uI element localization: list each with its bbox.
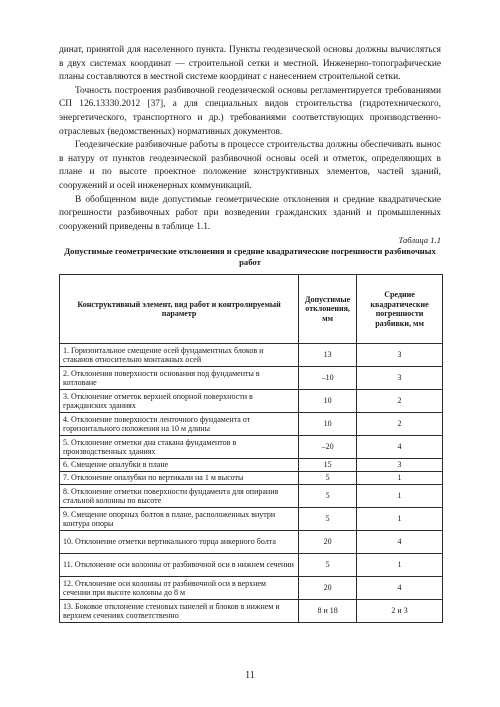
row-description: 4. Отклонение поверхности ленточного фундамента от горизонтального положения на 10 м длины [60, 413, 299, 436]
header-deviation: Допустимые отклонения, мм [299, 275, 357, 344]
row-deviation: –20 [299, 436, 357, 459]
row-description: 8. Отклонение отметки поверхности фундамента для опирания стальной колонны по высоте [60, 485, 299, 508]
row-deviation: 15 [299, 459, 357, 472]
row-description: 5. Отклонение отметки дна стакана фундаментов в производственных зданиях [60, 436, 299, 459]
table-row [60, 577, 443, 600]
row-error: 1 [357, 508, 443, 531]
row-error: 1 [357, 554, 443, 577]
row-error: 4 [357, 436, 443, 459]
row-deviation: 5 [299, 485, 357, 508]
row-deviation: 5 [299, 508, 357, 531]
table-header-row [60, 275, 443, 344]
paragraph: динат, принятой для населенного пункта. Пункты геодезической основы должны вычисляться в двух системах координат — строительной сетки и местной. Инженерно-топографические планы составляются в местной системе координат с нанесением строительной сетки. [59, 45, 441, 83]
table-row [60, 459, 443, 472]
row-error: 4 [357, 577, 443, 600]
row-description: 11. Отклонение оси колонны от разбивочной оси в нижнем сечении [60, 554, 299, 577]
table-row [60, 367, 443, 390]
paragraph: Геодезические разбивочные работы в процессе строительства должны обеспечивать вынос в натуру от пунктов геодезической разбивочной основы осей и отметок, определяющих в плане и по высоте проектное положение конструктивных элементов, частей зданий, сооружений и осей инженерных коммуникаций. [59, 140, 441, 191]
row-deviation: –10 [299, 367, 357, 390]
paragraph: В обобщенном виде допустимые геометрические отклонения и средние квадратические погрешности разбивочных работ при возведении гражданских зданий и промышленных сооружений приведены в таблице 1.1. [59, 194, 441, 232]
table-row [60, 472, 443, 485]
tolerance-table [59, 274, 443, 623]
row-description: 9. Смещение опорных болтов в плане, расположенных внутри контура опоры [60, 508, 299, 531]
row-description: 7. Отклонение опалубки по вертикали на 1 м высоты [60, 472, 299, 485]
row-deviation: 20 [299, 577, 357, 600]
header-error: Средние квадратические погрешности разбивки, мм [357, 275, 443, 344]
row-description: 10. Отклонение отметки вертикального торца анкерного болта [60, 531, 299, 554]
table-row [60, 600, 443, 623]
page-number: 11 [245, 670, 255, 681]
body-text [59, 44, 441, 234]
row-deviation: 8 и 18 [299, 600, 357, 623]
row-description: 1. Горизонтальное смещение осей фундаментных блоков и стаканов относительно монтажных осей [60, 344, 299, 367]
row-description: 3. Отклонение отметок верхней опорной поверхности в гражданских зданиях [60, 390, 299, 413]
row-deviation: 10 [299, 390, 357, 413]
row-error: 2 [357, 413, 443, 436]
table-row [60, 485, 443, 508]
table-title: Допустимые геометрические отклонения и средние квадратические погрешности разбивочных работ [64, 246, 436, 267]
header-element: Конструктивный элемент, вид работ и контролируемый параметр [60, 275, 299, 344]
row-error: 1 [357, 472, 443, 485]
table-row [60, 554, 443, 577]
table-row [60, 390, 443, 413]
row-deviation: 20 [299, 531, 357, 554]
row-description: 13. Боковое отклонение стеновых панелей и блоков в нижнем и верхнем сечениях соответственно [60, 600, 299, 623]
document-page [59, 44, 441, 623]
row-description: 2. Отклонения поверхности основания под фундаменты в котловане [60, 367, 299, 390]
row-deviation: 5 [299, 554, 357, 577]
table-row [60, 344, 443, 367]
row-error: 4 [357, 531, 443, 554]
row-deviation: 5 [299, 472, 357, 485]
row-error: 3 [357, 367, 443, 390]
row-error: 2 и 3 [357, 600, 443, 623]
table-row [60, 531, 443, 554]
row-error: 3 [357, 459, 443, 472]
row-description: 12. Отклонение оси колонны от разбивочной оси в верхнем сечении при высоте колонны до 8 м [60, 577, 299, 600]
table-caption: Таблица 1.1 [398, 235, 441, 246]
table-row [60, 508, 443, 531]
row-error: 1 [357, 485, 443, 508]
row-description: 6. Смещение опалубки в плане [60, 459, 299, 472]
row-deviation: 13 [299, 344, 357, 367]
table-row [60, 436, 443, 459]
row-deviation: 10 [299, 413, 357, 436]
table-row [60, 413, 443, 436]
row-error: 2 [357, 390, 443, 413]
paragraph: Точность построения разбивочной геодезической основы регламентируется требованиями СП 126.13330.2012 [37], а для специальных видов строительства (гидротехнического, энергетического, транспортного и др.) требованиями соответствующих производственно-отраслевых (ведомственных) нормативных документов. [59, 85, 441, 137]
row-error: 3 [357, 344, 443, 367]
